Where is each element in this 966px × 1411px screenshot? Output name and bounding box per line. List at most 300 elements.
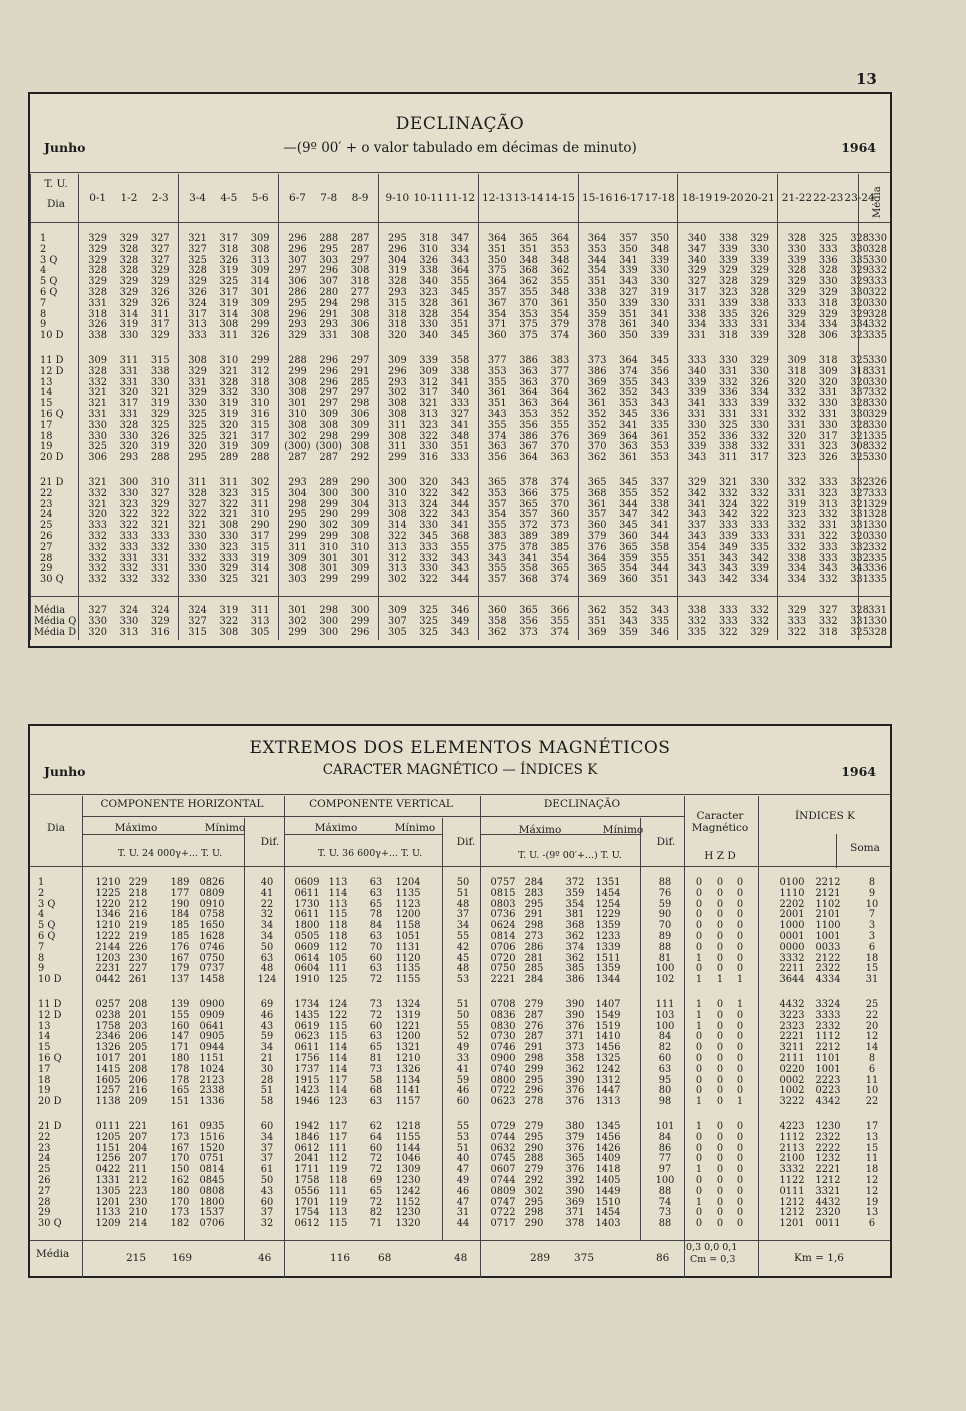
table-cell: 354 <box>487 308 507 320</box>
table-cell: 340 <box>419 330 438 342</box>
table-cell: 330 <box>868 419 887 431</box>
table-cell: 339 <box>619 265 638 277</box>
table-cell: 339 <box>687 387 707 399</box>
table-cell: 331 <box>818 520 838 532</box>
table-cell: 1454 <box>595 887 621 899</box>
table-cell: 328 <box>868 509 887 521</box>
table-cell: 343 <box>687 563 707 575</box>
table-cell: 48 <box>456 898 470 910</box>
table-cell: 330 <box>868 520 887 532</box>
table-cell: 0815 <box>490 887 516 899</box>
head-h-units: T. U. 24 000γ+... T. U. <box>117 848 223 859</box>
table-cell: 332 <box>787 541 807 553</box>
table-cell: 1409 <box>595 1153 621 1165</box>
table-cell: 341 <box>650 520 670 532</box>
table-cell: 335 <box>687 626 707 638</box>
table-cell: 0 <box>695 1185 703 1197</box>
table-cell: 218 <box>128 887 148 899</box>
declination-year: 1964 <box>841 140 876 155</box>
table-cell: 362 <box>587 452 607 464</box>
table-cell: 137 <box>170 974 190 986</box>
head-z-dif: Dif. <box>456 836 476 848</box>
table-cell: 0814 <box>490 931 516 942</box>
table-cell: 314 <box>250 276 270 288</box>
table-cell: 70 <box>369 941 383 953</box>
table-cell: 343 <box>450 626 470 638</box>
table-cell: 353 <box>519 409 538 420</box>
table-cell: 340 <box>687 365 707 377</box>
table-cell: 310 <box>350 541 370 553</box>
table-cell: 315 <box>387 297 407 309</box>
table-cell: 322 <box>750 498 769 510</box>
hour-header: 10-11 <box>413 192 444 204</box>
table-cell: 362 <box>519 276 538 288</box>
table-cell: 1407 <box>595 999 621 1010</box>
table-cell: 0 <box>736 931 744 942</box>
table-cell: 353 <box>519 308 538 320</box>
table-cell: 1 <box>736 999 744 1010</box>
day-label: 6 Q <box>38 931 56 942</box>
table-cell: 4334 <box>815 974 841 986</box>
table-cell: 375 <box>550 487 570 499</box>
table-cell: 333 <box>718 615 738 627</box>
head-hzd: H Z D <box>704 850 736 862</box>
table-cell: 1800 <box>199 1196 225 1208</box>
table-cell: 369 <box>587 626 607 638</box>
table-cell: 386 <box>587 365 607 377</box>
table-cell: 346 <box>650 626 670 638</box>
table-cell: 190 <box>170 898 190 910</box>
head-comp-h: COMPONENTE HORIZONTAL <box>100 798 264 810</box>
day-label: 17 <box>40 419 53 431</box>
page-number: 13 <box>856 70 877 88</box>
table-cell: 329 <box>718 265 738 277</box>
table-cell: 334 <box>850 319 869 331</box>
table-cell: 317 <box>250 430 270 442</box>
table-cell: 323 <box>419 419 438 431</box>
table-cell: 351 <box>487 243 507 255</box>
table-cell: 0 <box>736 963 744 975</box>
table-cell: 333 <box>868 487 887 499</box>
table-cell: 0 <box>716 1164 724 1176</box>
media-z-max: 116 <box>330 1252 351 1264</box>
table-cell: 370 <box>550 498 570 510</box>
table-cell: 291 <box>319 308 339 320</box>
table-cell: 328 <box>718 276 738 288</box>
table-cell: 332 <box>718 376 738 388</box>
table-cell: 333 <box>750 531 769 542</box>
table-cell: 335 <box>868 574 887 586</box>
table-cell: 37 <box>260 1153 274 1165</box>
table-cell: 1537 <box>199 1207 225 1219</box>
table-cell: 329 <box>188 365 207 377</box>
table-cell: 309 <box>387 605 407 616</box>
table-cell: 31 <box>865 974 879 986</box>
table-cell: 298 <box>288 498 307 510</box>
table-cell: 1210 <box>395 1053 421 1064</box>
table-cell: 329 <box>850 308 869 320</box>
table-cell: 1155 <box>395 974 421 986</box>
table-cell: 351 <box>450 319 470 331</box>
table-cell: 65 <box>369 1185 383 1197</box>
table-cell: 284 <box>524 974 544 986</box>
table-cell: 49 <box>456 1175 470 1186</box>
hour-header: 9-10 <box>385 192 410 204</box>
table-cell: 296 <box>387 365 407 377</box>
table-cell: 115 <box>328 909 348 921</box>
table-cell: 117 <box>328 1074 348 1086</box>
table-cell: 309 <box>787 355 807 366</box>
table-cell: 2231 <box>95 963 121 975</box>
table-cell: 331 <box>850 574 869 586</box>
table-cell: 88 <box>658 1218 672 1230</box>
table-cell: 329 <box>219 563 239 575</box>
table-cell: 50 <box>260 1175 274 1186</box>
table-cell: 356 <box>650 365 670 377</box>
table-cell: 333 <box>818 541 838 553</box>
table-cell: 308 <box>350 308 370 320</box>
table-cell: 365 <box>519 605 538 616</box>
rule <box>578 174 579 640</box>
table-cell: 3324 <box>815 999 841 1010</box>
table-cell: 0002 <box>779 1074 805 1086</box>
table-cell: 299 <box>319 574 339 586</box>
table-cell: 334 <box>750 387 769 399</box>
table-cell: 0729 <box>490 1121 516 1132</box>
table-cell: 1800 <box>294 920 320 932</box>
table-cell: 321 <box>250 574 270 586</box>
table-cell: 355 <box>519 287 538 298</box>
table-cell: 0 <box>736 1218 744 1230</box>
table-cell: 328 <box>818 265 838 277</box>
col-head-tu: T. U. <box>44 178 68 190</box>
table-cell: 1345 <box>595 1121 621 1132</box>
table-cell: 298 <box>319 430 339 442</box>
table-cell: 299 <box>350 615 370 627</box>
head-z-min: Mínimo <box>394 822 436 834</box>
table-cell: 378 <box>519 541 538 553</box>
table-cell: 311 <box>150 308 170 320</box>
table-cell: 313 <box>419 409 438 420</box>
table-cell: 383 <box>550 355 570 366</box>
table-cell: 0033 <box>815 941 841 953</box>
table-cell: 353 <box>650 452 670 464</box>
table-cell: 311 <box>288 541 307 553</box>
table-cell: 331 <box>687 409 707 420</box>
table-cell: 339 <box>687 376 707 388</box>
table-cell: 299 <box>319 531 339 542</box>
media-d-max: 289 <box>530 1252 551 1264</box>
table-cell: 276 <box>524 1020 544 1032</box>
table-cell: 308 <box>319 419 339 431</box>
table-cell: 65 <box>369 1042 383 1054</box>
table-cell: 308 <box>288 387 307 399</box>
table-cell: 339 <box>687 441 707 453</box>
table-cell: 357 <box>487 574 507 586</box>
table-cell: 308 <box>387 430 407 442</box>
table-cell: 308 <box>350 531 370 542</box>
table-cell: 201 <box>128 1009 148 1021</box>
table-cell: 332 <box>119 574 139 586</box>
table-cell: 320 <box>850 297 869 309</box>
table-cell: 321 <box>188 520 207 532</box>
table-cell: 2211 <box>779 963 805 975</box>
table-cell: 334 <box>687 319 707 331</box>
table-cell: 2222 <box>815 1142 841 1154</box>
table-cell: 321 <box>850 498 869 510</box>
table-cell: 339 <box>750 398 769 410</box>
table-cell: 1112 <box>779 1131 805 1143</box>
table-cell: 369 <box>587 574 607 586</box>
table-cell: 0 <box>736 1164 744 1176</box>
table-cell: 345 <box>619 409 638 420</box>
table-cell: 115 <box>328 1031 348 1043</box>
table-cell: 363 <box>519 376 538 388</box>
table-cell: 300 <box>119 477 139 488</box>
table-cell: 1605 <box>95 1074 121 1086</box>
table-cell: 351 <box>587 276 607 288</box>
table-cell: 296 <box>319 265 339 277</box>
col-head-dia: Dia <box>46 198 66 210</box>
table-cell: 299 <box>250 355 270 366</box>
table-cell: 334 <box>750 574 769 586</box>
table-cell: 330 <box>850 409 869 420</box>
table-cell: 302 <box>288 615 307 627</box>
table-cell: 329 <box>787 276 807 288</box>
table-cell: 0909 <box>199 1009 225 1021</box>
table-cell: 329 <box>88 243 107 255</box>
table-cell: 313 <box>188 319 207 331</box>
table-cell: 338 <box>718 233 738 244</box>
table-cell: 63 <box>369 931 383 942</box>
table-cell: 0745 <box>490 1153 516 1165</box>
table-cell: 210 <box>128 1207 148 1219</box>
table-cell: 293 <box>288 477 307 488</box>
table-cell: 58 <box>369 1074 383 1086</box>
table-cell: 343 <box>687 509 707 521</box>
table-cell: 45 <box>456 952 470 964</box>
table-cell: 361 <box>550 297 570 309</box>
table-cell: 350 <box>587 297 607 309</box>
table-cell: 321 <box>88 477 107 488</box>
table-cell: 167 <box>170 1142 190 1154</box>
table-cell: 321 <box>219 509 239 521</box>
table-cell: 1123 <box>395 898 421 910</box>
table-cell: 309 <box>387 355 407 366</box>
table-cell: 69 <box>260 999 274 1010</box>
day-label: 29 <box>40 563 53 575</box>
table-cell: 3211 <box>779 1042 805 1054</box>
table-cell: 0257 <box>95 999 121 1010</box>
head-h-max: Máximo <box>114 822 158 834</box>
table-cell: 50 <box>456 877 470 888</box>
table-cell: 12 <box>865 1031 879 1043</box>
table-cell: 342 <box>718 574 738 586</box>
table-cell: 365 <box>550 563 570 575</box>
table-cell: 330 <box>850 243 869 255</box>
table-cell: 353 <box>587 243 607 255</box>
table-cell: 95 <box>658 1074 672 1086</box>
table-cell: 0 <box>716 1074 724 1086</box>
table-cell: 20 <box>865 1020 879 1032</box>
hour-header: 2-3 <box>151 192 169 204</box>
table-cell: 333 <box>150 531 170 542</box>
table-cell: 1324 <box>395 999 421 1010</box>
table-cell: 2338 <box>199 1085 225 1097</box>
table-cell: 330 <box>188 541 207 553</box>
table-cell: 369 <box>587 376 607 388</box>
table-cell: 330 <box>88 615 107 627</box>
table-cell: 14 <box>865 1042 879 1054</box>
table-cell: 329 <box>150 409 170 420</box>
table-cell: 329 <box>288 330 307 342</box>
table-cell: 230 <box>128 952 148 964</box>
table-cell: 333 <box>450 452 470 464</box>
table-cell: 305 <box>250 626 270 638</box>
table-cell: 364 <box>550 387 570 399</box>
table-cell: 1846 <box>294 1131 320 1143</box>
table-cell: 311 <box>119 355 139 366</box>
table-cell: 370 <box>519 297 538 309</box>
table-cell: 32 <box>260 909 274 921</box>
table-cell: 61 <box>260 1164 274 1176</box>
table-cell: 296 <box>387 243 407 255</box>
table-cell: 308 <box>288 376 307 388</box>
table-cell: 333 <box>119 541 139 553</box>
table-cell: 3332 <box>779 1164 805 1176</box>
table-cell: 60 <box>369 1020 383 1032</box>
table-cell: 376 <box>565 1142 585 1154</box>
table-cell: 328 <box>750 287 769 298</box>
table-cell: 1418 <box>595 1164 621 1176</box>
media-h-min: 169 <box>172 1252 193 1264</box>
table-cell: 349 <box>718 541 738 553</box>
table-cell: 13 <box>865 1207 879 1219</box>
table-cell: 209 <box>128 1096 148 1108</box>
table-cell: 311 <box>387 441 407 453</box>
table-cell: 2001 <box>779 909 805 921</box>
table-cell: 319 <box>650 287 670 298</box>
table-cell: 317 <box>750 452 769 464</box>
table-cell: 365 <box>619 541 638 553</box>
table-cell: 310 <box>150 477 170 488</box>
table-cell: 51 <box>260 1085 274 1097</box>
table-cell: 1144 <box>395 1142 421 1154</box>
table-cell: 330 <box>818 276 838 288</box>
table-cell: 0 <box>736 920 744 932</box>
table-cell: 308 <box>250 308 270 320</box>
table-cell: 226 <box>128 941 148 953</box>
table-cell: 0 <box>736 1207 744 1219</box>
table-cell: 335 <box>650 419 670 431</box>
day-label: 15 <box>40 398 53 410</box>
table-cell: 2346 <box>95 1031 121 1043</box>
table-cell: 323 <box>219 487 239 499</box>
table-cell: 48 <box>260 963 274 975</box>
table-cell: 62 <box>369 1121 383 1132</box>
table-cell: 0 <box>695 1142 703 1154</box>
table-cell: 341 <box>519 552 538 564</box>
table-cell: 2221 <box>815 1164 841 1176</box>
table-cell: 318 <box>850 365 869 377</box>
table-cell: 0442 <box>95 974 121 986</box>
table-cell: 3222 <box>779 1096 805 1108</box>
table-cell: 2223 <box>815 1074 841 1086</box>
table-cell: 351 <box>587 615 607 627</box>
table-cell: 323 <box>818 441 838 453</box>
table-cell: 324 <box>188 605 207 616</box>
table-cell: 317 <box>250 531 270 542</box>
table-cell: 330 <box>750 243 769 255</box>
table-cell: 343 <box>619 276 638 288</box>
table-cell: 375 <box>519 319 538 331</box>
table-cell: 364 <box>487 233 507 244</box>
table-cell: 1415 <box>95 1063 121 1075</box>
table-cell: 319 <box>150 441 170 453</box>
table-cell: 0 <box>695 1031 703 1043</box>
table-cell: 330 <box>787 243 807 255</box>
table-cell: 1110 <box>779 887 805 899</box>
table-cell: 300 <box>319 487 339 499</box>
table-cell: 328 <box>787 330 807 342</box>
day-label: 23 <box>38 1142 51 1154</box>
table-cell: 44 <box>456 1218 470 1230</box>
table-cell: 230 <box>128 1196 148 1208</box>
table-cell: 376 <box>565 1085 585 1097</box>
table-cell: 325 <box>818 233 838 244</box>
table-cell: 0100 <box>779 877 805 888</box>
table-cell: 331 <box>687 330 707 342</box>
table-cell: 376 <box>550 430 570 442</box>
table-cell: 332 <box>150 541 170 553</box>
table-cell: 1 <box>695 974 703 986</box>
table-cell: 111 <box>655 999 675 1010</box>
table-cell: 374 <box>550 574 570 586</box>
table-cell: 317 <box>818 430 838 442</box>
table-cell: 323 <box>818 487 838 499</box>
day-label: 8 <box>40 308 47 320</box>
table-cell: 0011 <box>815 1218 841 1230</box>
table-cell: 347 <box>450 233 470 244</box>
table-cell: 308 <box>188 355 207 366</box>
table-cell: 0604 <box>294 963 320 975</box>
table-cell: 0 <box>736 1053 744 1064</box>
table-cell: 1758 <box>95 1020 121 1032</box>
table-cell: 53 <box>456 1131 470 1143</box>
table-cell: 72 <box>369 1196 383 1208</box>
table-cell: 329 <box>188 276 207 288</box>
table-cell: 341 <box>619 254 638 266</box>
table-cell: 343 <box>650 387 670 399</box>
table-cell: 318 <box>818 355 838 366</box>
table-cell: 298 <box>350 398 370 410</box>
table-cell: 214 <box>128 1218 148 1230</box>
table-cell: 0609 <box>294 941 320 953</box>
table-cell: 331 <box>687 297 707 309</box>
table-cell: 1628 <box>199 931 225 942</box>
table-cell: 360 <box>587 520 607 532</box>
table-cell: 327 <box>150 243 170 255</box>
table-cell: 0 <box>716 1042 724 1054</box>
table-cell: 308 <box>350 441 370 453</box>
table-cell: 365 <box>519 233 538 244</box>
extremes-year: 1964 <box>841 764 876 779</box>
table-cell: 341 <box>450 376 470 388</box>
table-cell: 329 <box>750 265 769 277</box>
table-cell: 369 <box>587 430 607 442</box>
table-cell: 326 <box>419 254 438 266</box>
table-cell: 330 <box>188 398 207 410</box>
